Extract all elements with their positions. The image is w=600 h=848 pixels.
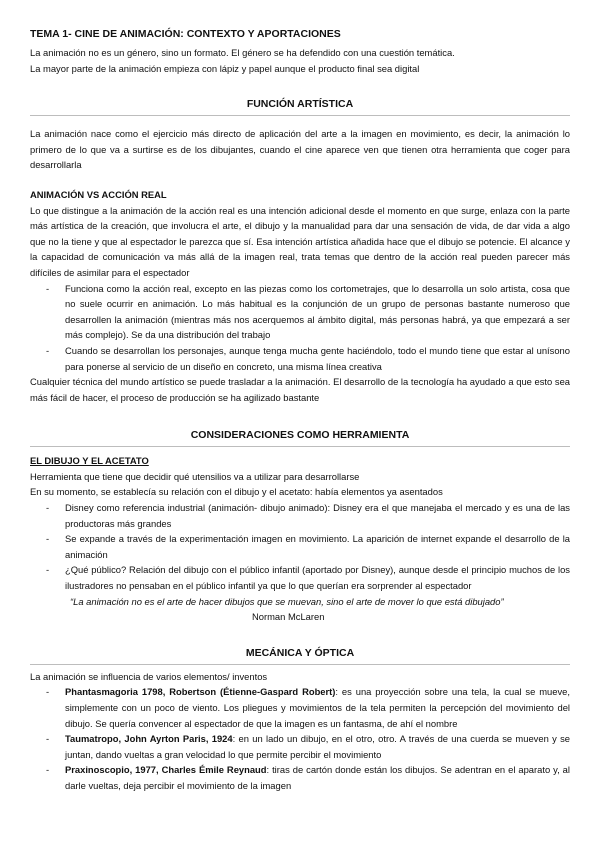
bullet-list <box>30 684 570 793</box>
subheading-dibujo-acetato: EL DIBUJO Y EL ACETATO <box>30 455 149 467</box>
section-heading: CONSIDERACIONES COMO HERRAMIENTA <box>190 429 410 442</box>
section-consideraciones <box>30 425 570 443</box>
bullet-marker: - <box>46 686 50 698</box>
document-title: TEMA 1- CINE DE ANIMACIÓN: CONTEXTO Y APORTACIONES <box>30 28 341 40</box>
intro-line-2: La mayor parte de la animación empieza con lápiz y papel aunque el producto final sea digital <box>30 62 420 74</box>
bullet-marker: - <box>46 533 50 545</box>
section-divider <box>30 664 570 665</box>
section-heading: FUNCIÓN ARTÍSTICA <box>246 98 354 111</box>
section-divider <box>30 446 570 447</box>
subheading-animacion-vs-accion-real: ANIMACIÓN VS ACCIÓN REAL <box>30 188 167 200</box>
section-mecanica-optica <box>30 643 570 661</box>
bullet-marker: - <box>46 764 50 776</box>
section-heading: MECÁNICA Y ÓPTICA <box>245 646 355 659</box>
list-item: - Funciona como la acción real, excepto en las piezas como los cortometrajes, que lo desarrolla un solo artista, cosa que no suele ocurrir en animación. Lo más habitual es la conjunción de un grupo de personas bastante numeroso que desarrollen la animación (mientras más nos acerquemos al ámbito digital, más personas habrá, ya que empezará a ser más complejo). Se da una distribución del trabajo <box>46 282 570 341</box>
paragraph: La animación se influencia de varios elementos/ inventos <box>30 670 268 682</box>
paragraph: En su momento, se establecía su relación con el dibujo y el acetato: había elementos ya asentados <box>30 486 443 498</box>
list-item: - Disney como referencia industrial (animación- dibujo animado): Disney era el que manejaba el mercado y es una de las productoras más grandes <box>46 502 570 529</box>
paragraph: Herramienta que tiene que decidir qué utensilios va a utilizar para desarrollarse <box>30 470 360 482</box>
bullet-marker: - <box>46 502 50 514</box>
bullet-marker: - <box>46 282 50 294</box>
paragraph: Lo que distingue a la animación de la acción real es una intención adicional desde el momento en que surge, enlaza con la parte más artística de la creación, que involucra el arte, el dibujo y la manualidad para dar una sensación de vida, de dar vida a algo que no la tiene y que al espectador le parezca que sí. Esa intención artística añadida hace que el dibujo se potencie. El alcance y la capacidad de comunicación va más allá de la imagen real, trata temas que dentro de la acción real pueden parecer más difíciles de asimilar para el espectador <box>30 204 570 278</box>
section-divider <box>30 115 570 116</box>
list-item: - Taumatropo, John Ayrton Paris, 1924: en un lado un dibujo, en el otro, otro. A través de una cuerda se mueven y se juntan, dando vueltas a gran velocidad lo que permite percibir el movimiento <box>46 733 570 760</box>
paragraph: La animación nace como el ejercicio más directo de aplicación del arte a la imagen en movimiento, es decir, la animación lo primero de lo que va a surtirse es de los dibujantes, cuando el cine aparece ven que tienen otra herramienta que coger para desarrollarla <box>30 128 570 171</box>
bullet-marker: - <box>46 564 50 576</box>
bullet-list <box>30 500 570 594</box>
bullet-list <box>30 281 570 375</box>
list-item: - Se expande a través de la experimentación imagen en movimiento. La aparición de internet expande el desarrollo de la animación <box>46 533 570 560</box>
document-page <box>30 28 570 794</box>
bullet-marker: - <box>46 344 50 356</box>
quote: “La animación no es el arte de hacer dibujos que se muevan, sino el arte de mover lo que está dibujado” <box>70 595 504 607</box>
list-item: - Cuando se desarrollan los personajes, aunque tenga mucha gente haciéndolo, todo el mundo tiene que estar al unísono para ponerse al servicio de un diseño en concreto, una misma línea creativa <box>46 344 570 372</box>
list-item: - Phantasmagoria 1798, Robertson (Étienne-Gaspard Robert): es una proyección sobre una tela, la cual se mueve, simplemente con un poco de viento. Los pliegues y movimientos de la tela permiten la percepción del movimiento del dibujo. Se quería convencer al espectador de que la imagen es un fantasma, de ahí el nombre <box>46 686 570 729</box>
intro-line-1: La animación no es un género, sino un formato. El género se ha defendido con una cuestión temática. <box>30 47 455 58</box>
list-item: - ¿Qué público? Relación del dibujo con el público infantil (aportado por Disney), aunque desde el principio muchos de los ilustradores no pensaban en el público infantil ya que lo que querían era sorprender al espectador <box>46 564 570 592</box>
section-funcion-artistica <box>30 94 570 112</box>
list-item: - Praxinoscopio, 1977, Charles Émile Reynaud: tiras de cartón donde están los dibujos. Se adentran en el aparato y, al darle vueltas, deja percibir el movimiento de la imagen <box>46 764 570 791</box>
quote-author: Norman McLaren <box>252 611 325 623</box>
bullet-marker: - <box>46 733 50 745</box>
paragraph: Cualquier técnica del mundo artístico se puede trasladar a la animación. El desarrollo de la tecnología ha ayudado a que esto sea más fácil de hacer, el proceso de producción se ha agilizado bastante <box>30 376 570 403</box>
